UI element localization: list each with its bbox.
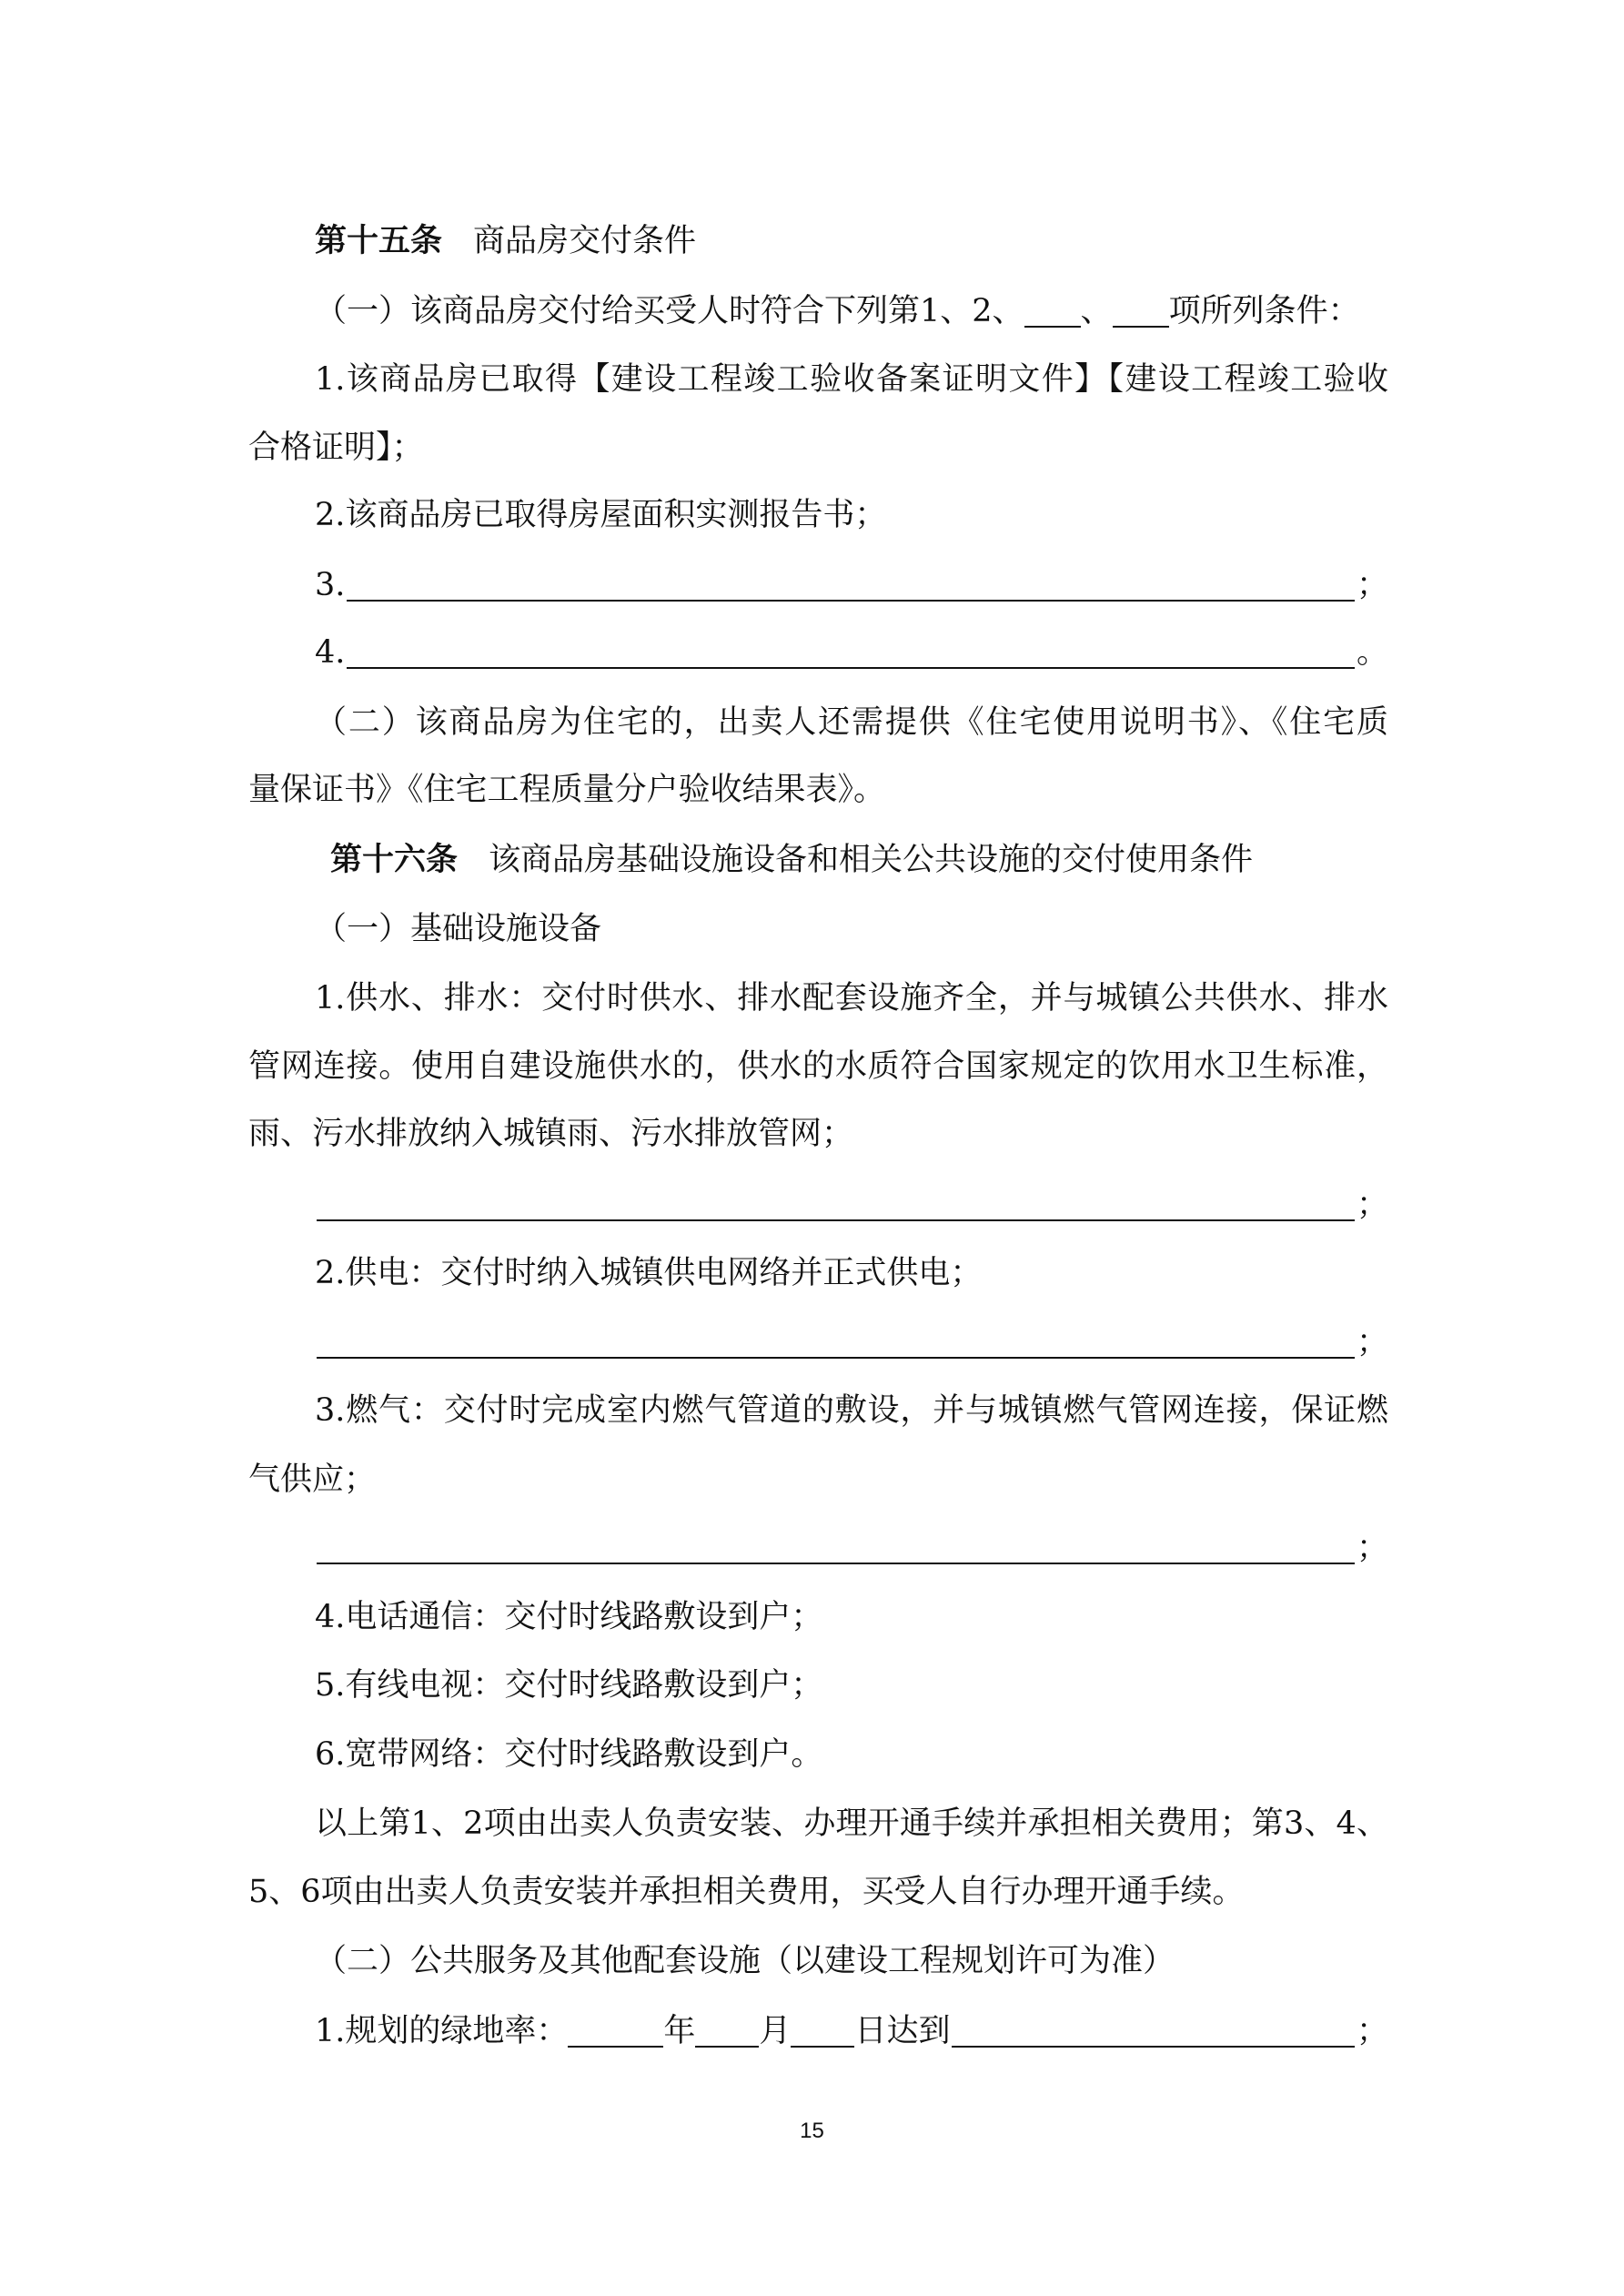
blank-field[interactable] xyxy=(1024,295,1081,328)
water-item-cont: 雨、污水排放纳入城镇雨、污水排放管网； xyxy=(248,1116,854,1152)
clause-text: （一）该商品房交付给买受人时符合下列第1、2、 xyxy=(315,293,1024,329)
item-4 xyxy=(315,631,1388,674)
year-field[interactable] xyxy=(568,2015,663,2048)
article-number: 第十六条 xyxy=(330,841,459,878)
telecom-item: 4.电话通信：交付时线路敷设到户； xyxy=(315,1599,823,1635)
water-item-cont: 管网连接。使用自建设施供水的，供水的水质符合国家规定的饮用水卫生标准， xyxy=(248,1048,1388,1085)
blank-field[interactable] xyxy=(317,1188,1355,1221)
section-2: （二）公共服务及其他配套设施（以建设工程规划许可为准） xyxy=(315,1943,1175,1979)
article-number: 第十五条 xyxy=(315,222,443,259)
item-label: 4. xyxy=(315,634,346,671)
day-label: 日达到 xyxy=(854,2013,951,2049)
punct: ； xyxy=(1356,567,1388,603)
punct: ； xyxy=(1356,1187,1388,1223)
green-rate-field[interactable] xyxy=(952,2015,1355,2048)
month-field[interactable] xyxy=(695,2015,759,2048)
item-2: 2.该商品房已取得房屋面积实测报告书； xyxy=(315,497,887,533)
blank-field[interactable] xyxy=(317,1326,1355,1359)
blank-field[interactable] xyxy=(1113,295,1169,328)
day-field[interactable] xyxy=(791,2015,854,2048)
article-title: 该商品房基础设施设备和相关公共设施的交付使用条件 xyxy=(489,842,1254,878)
page-number: 15 xyxy=(800,2119,824,2143)
item-1: 1.该商品房已取得【建设工程竣工验收备案证明文件】【建设工程竣工验收 xyxy=(315,361,1388,398)
blank-field[interactable] xyxy=(347,636,1355,669)
separator: 、 xyxy=(1080,293,1113,329)
gas-blank-line xyxy=(315,1526,1388,1570)
punct: ； xyxy=(1356,2013,1388,2049)
item-label: 1.规划的绿地率： xyxy=(315,2013,569,2049)
article-title: 商品房交付条件 xyxy=(473,223,697,259)
blank-field[interactable] xyxy=(317,1532,1355,1564)
power-item: 2.供电：交付时纳入城镇供电网络并正式供电； xyxy=(315,1255,983,1291)
broadband-item: 6.宽带网络：交付时线路敷设到户。 xyxy=(315,1736,823,1773)
summary-cont: 5、6项由出卖人负责安装并承担相关费用，买受人自行办理开通手续。 xyxy=(248,1874,1245,1910)
article-16-heading xyxy=(330,838,1470,882)
clause-2-cont: 量保证书》《住宅工程质量分户验收结果表》。 xyxy=(248,772,886,808)
blank-field[interactable] xyxy=(347,569,1355,602)
cable-tv-item: 5.有线电视：交付时线路敷设到户； xyxy=(315,1667,823,1704)
power-blank-line xyxy=(315,1320,1388,1364)
punct: ； xyxy=(1356,1530,1388,1566)
clause-2: （二）该商品房为住宅的，出卖人还需提供《住宅使用说明书》、《住宅质 xyxy=(315,704,1388,741)
article-15-heading xyxy=(315,219,1388,263)
section-1: （一）基础设施设备 xyxy=(315,911,602,947)
summary: 以上第1、2项由出卖人负责安装、办理开通手续并承担相关费用；第3、4、 xyxy=(315,1805,1388,1842)
year-label: 年 xyxy=(663,2013,696,2049)
month-label: 月 xyxy=(759,2013,792,2049)
gas-item: 3.燃气：交付时完成室内燃气管道的敷设，并与城镇燃气管网连接，保证燃 xyxy=(315,1392,1388,1429)
item-1-cont: 合格证明】； xyxy=(248,430,424,466)
punct: ； xyxy=(1356,1324,1388,1360)
punct: 。 xyxy=(1356,634,1388,671)
water-blank-line xyxy=(315,1183,1388,1227)
green-rate-item xyxy=(315,2009,1388,2053)
clause-text: 项所列条件： xyxy=(1168,293,1360,329)
item-label: 3. xyxy=(315,567,346,603)
water-item: 1.供水、排水：交付时供水、排水配套设施齐全，并与城镇公共供水、排水 xyxy=(315,980,1388,1017)
item-3 xyxy=(315,563,1388,607)
gas-item-cont: 气供应； xyxy=(248,1462,377,1498)
clause-1 xyxy=(315,289,1388,333)
